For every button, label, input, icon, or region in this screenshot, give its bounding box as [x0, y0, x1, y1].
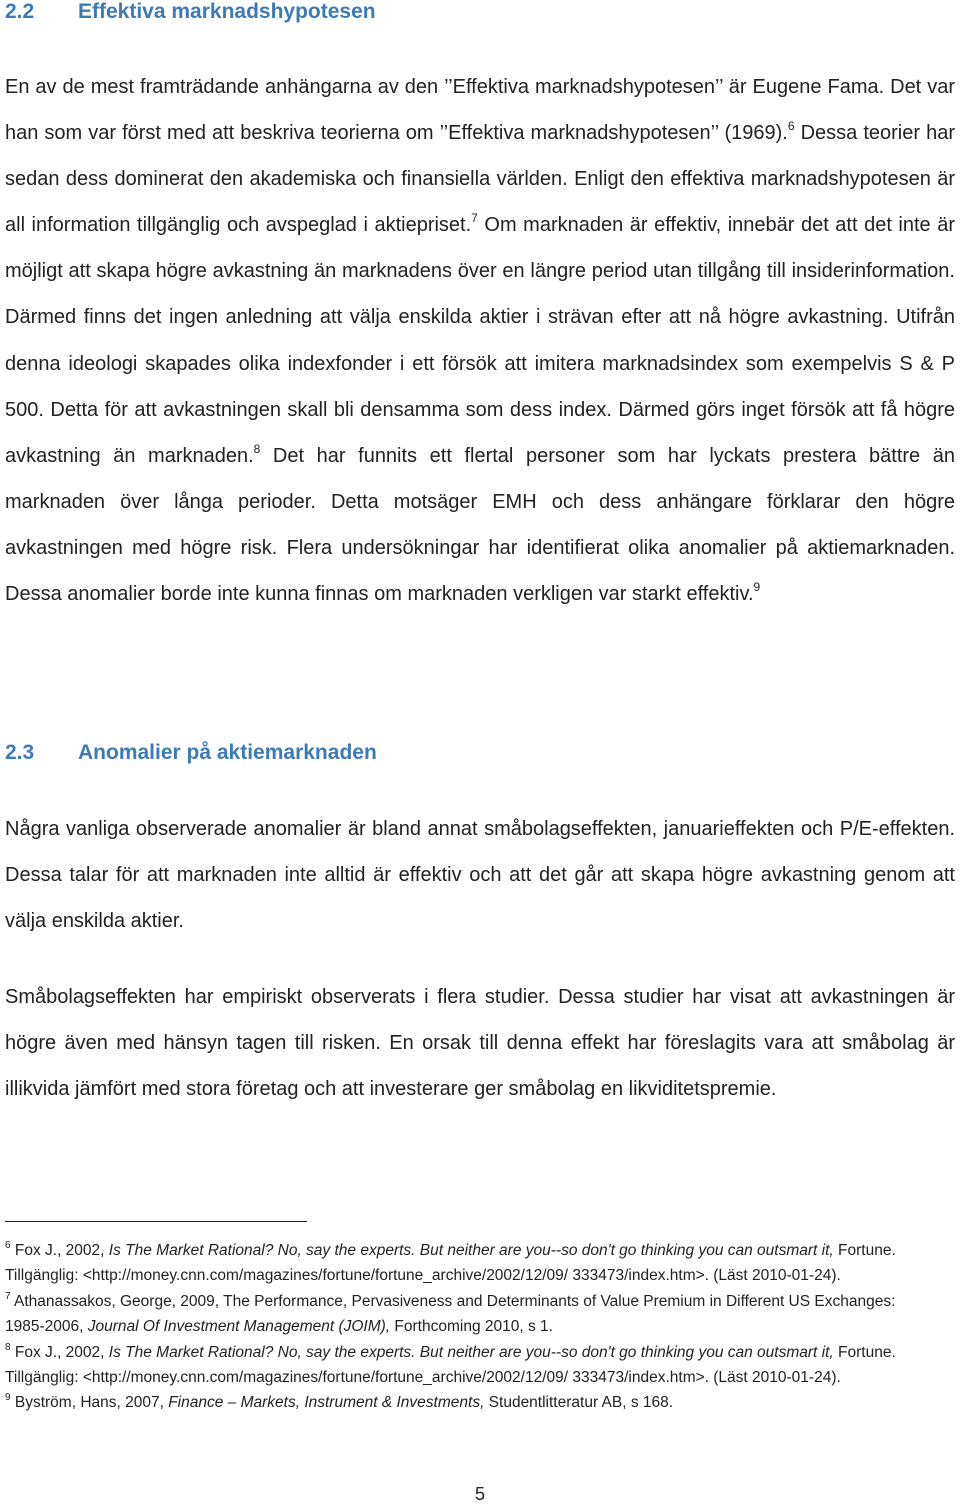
footnote: $^9$ Byström, Hans, 2007, Finance – Markets, Instrument & Investments, Studentlitteratur AB, s 168.: [5, 1392, 674, 1412]
footnote-marker: 6: [5, 1240, 11, 1251]
footnote-marker: 9: [5, 1392, 11, 1404]
footnote: $^6$ Fox J., 2002, Is The Market Rational? No, say the experts. But neither are you--so don't go thinking you can outsmart it, Fortune. Tillgänglig: <http://money.cnn.com/magazines/fortune/fortune_archive/2002/12/09/ 333473/index.htm>. (Läst 2010-01-24).: [5, 1240, 896, 1285]
page-number: 5: [474, 1484, 485, 1504]
body-paragraph: En av de mest framträdande anhängarna av den ’’Effektiva marknadshypotesen’’ är Eugene Fama. Det var han som var först med att beskriva teorierna om ’’Effektiva marknadshypotesen’’ (1969).$^6$ Dessa teorier har sedan dess dominerat den akademiska och finansiella världen. Enligt den effektiva marknadshypotesen är all information tillgänglig och avspeglad i aktiepriset.$^7$ Om marknaden är effektiv, innebär det att det inte är möjligt att skapa högre avkastning än marknadens över en längre period utan tillgång till insiderinformation. Därmed finns det ingen anledning att välja enskilda aktier i strävan efter att nå högre avkastning. Utifrån denna ideologi skapades olika indexfonder i ett försök att imitera marknadsindex som exempelvis S & P 500. Detta för att avkastningen skall bli densamma som dess index. Därmed görs inget försök att få högre avkastning än marknaden.$^8$ Det har funnits ett flertal personer som har lyckats prestera bättre än marknaden över långa perioder. Detta motsäger EMH och dess anhängare förklarar den högre avkastningen med högre risk. Flera undersökningar har identifierat olika anomalier på aktiemarknaden. Dessa anomalier borde inte kunna finnas om marknaden verkligen var starkt effektiv.$^9$: [5, 76, 955, 606]
italic-title: Finance – Markets, Instrument & Investments,: [168, 1394, 485, 1412]
footnote-marker: 8: [253, 441, 261, 456]
body-paragraph: Småbolagseffekten har empiriskt observerats i flera studier. Dessa studier har visat att avkastningen är högre även med hänsyn tagen till risken. En orsak till denna effekt har föreslagits vara att småbolag är illikvida jämfört med stora företag och att investerare ger småbolag en likviditetspremie.: [5, 986, 955, 1101]
italic-title: Is The Market Rational? No, say the experts. But neither are you--so don't go thinking you can outsmart it,: [108, 1242, 834, 1259]
footnote-marker: 8: [5, 1341, 11, 1353]
section-title: Effektiva marknadshypotesen: [78, 0, 376, 23]
section-heading-2-3: [5, 741, 377, 765]
footnote-marker: 6: [787, 119, 795, 134]
footnote: $^8$ Fox J., 2002, Is The Market Rational? No, say the experts. But neither are you--so don't go thinking you can outsmart it, Fortune. Tillgänglig: <http://money.cnn.com/magazines/fortune/fortune_archive/2002/12/09/ 333473/index.htm>. (Läst 2010-01-24).: [5, 1341, 896, 1387]
section-heading-2-2: [5, 0, 376, 24]
footnote: $^7$ Athanassakos, George, 2009, The Performance, Pervasiveness and Determinants of Value Premium in Different US Exchanges: 1985-2006, Journal Of Investment Management (JOIM), Forthcoming 2010, s 1.: [5, 1290, 896, 1336]
section-number: 2.3: [5, 741, 35, 764]
body-paragraph: Några vanliga observerade anomalier är bland annat småbolagseffekten, januarieffekten och P/E-effekten. Dessa talar för att marknaden inte alltid är effektiv och att det går att skapa högre avkastning genom att välja enskilda aktier.: [5, 818, 955, 933]
italic-title: Is The Market Rational? No, say the experts. But neither are you--so don't go thinking you can outsmart it,: [108, 1343, 834, 1361]
footnotes: [5, 1238, 935, 1416]
footnote-marker: 7: [5, 1290, 11, 1302]
footnote-separator: [5, 1221, 307, 1222]
section-title: Anomalier på aktiemarknaden: [78, 741, 377, 764]
footnote-marker: 7: [471, 211, 478, 226]
italic-title: Journal Of Investment Management (JOIM),: [87, 1318, 391, 1336]
footnote-marker: 9: [753, 580, 761, 595]
section-number: 2.2: [5, 0, 35, 23]
